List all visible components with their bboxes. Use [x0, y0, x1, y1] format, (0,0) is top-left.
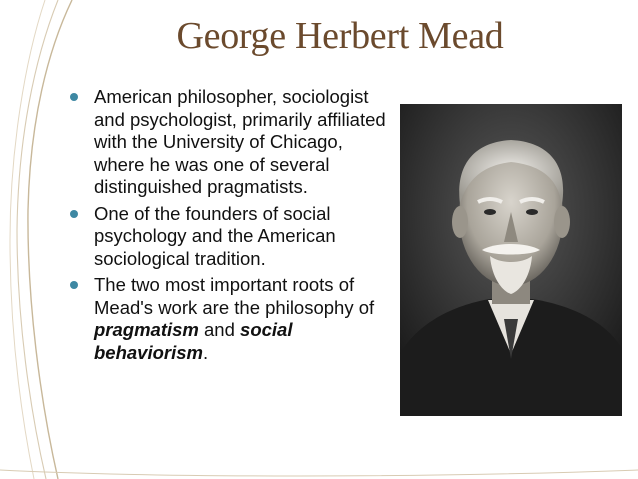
- bullet-text: [94, 274, 388, 364]
- bullet-item: [68, 203, 388, 271]
- portrait-illustration: [400, 104, 622, 416]
- emphasis-pragmatism: pragmatism: [94, 319, 199, 340]
- bullet-dot-icon: [70, 210, 78, 218]
- slide-title: George Herbert Mead: [176, 15, 504, 57]
- emphasis-social-behaviorism: social behaviorism: [94, 319, 293, 363]
- bullet-dot-icon: [70, 93, 78, 101]
- bullet-list: [68, 86, 388, 368]
- bullet-dot-icon: [70, 281, 78, 289]
- portrait-photo: [400, 104, 622, 416]
- bullet-item: [68, 274, 388, 364]
- bullet-text: One of the founders of social psychology and the American sociological tradition.: [94, 202, 336, 269]
- bullet-item: [68, 86, 388, 199]
- bullet-text-part: The two most important roots of Mead's work are the philosophy of: [94, 274, 375, 318]
- bullet-text-part: .: [203, 341, 209, 363]
- bullet-text-part: and: [198, 319, 241, 340]
- bullet-text: American philosopher, sociologist and psychologist, primarily affiliated with the University of Chicago, where he was one of several distinguished pragmatists.: [94, 86, 386, 197]
